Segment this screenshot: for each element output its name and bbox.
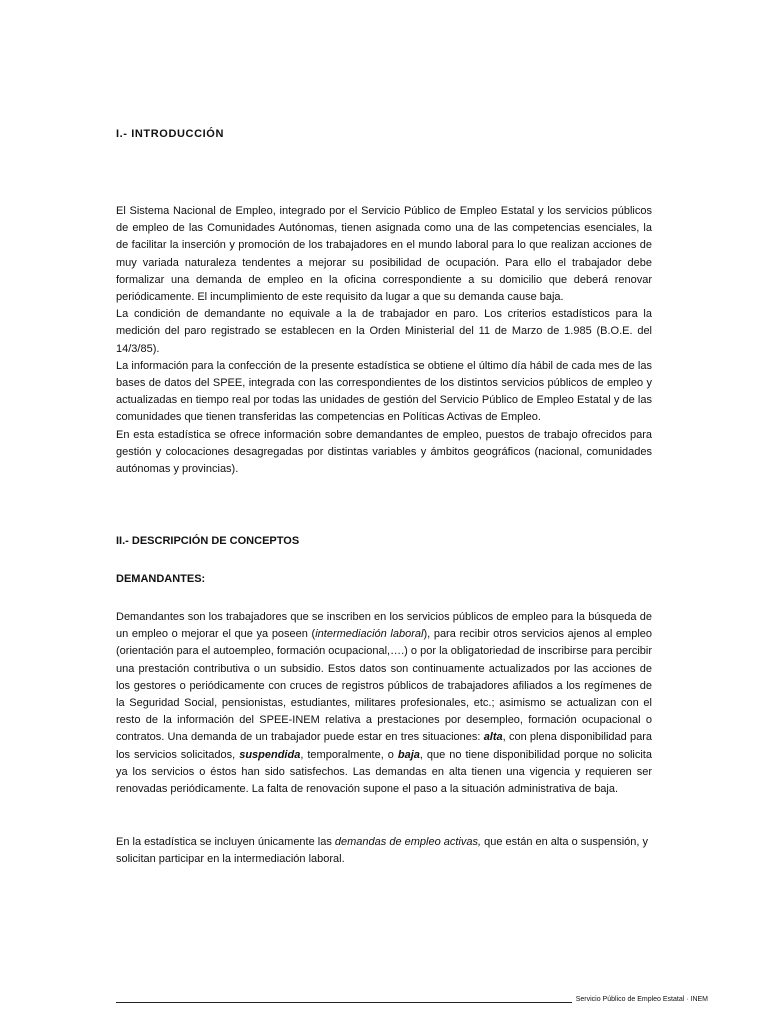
text-span: , temporalmente, o: [300, 748, 398, 761]
text-span: En la estadística se incluyen únicamente las: [116, 836, 335, 848]
emphasis-baja: baja: [397, 748, 420, 761]
footer-text: Servicio Público de Empleo Estatal · INEM: [575, 996, 708, 1003]
section-title-introduccion: I.- INTRODUCCIÓN: [116, 128, 224, 140]
text-span: Demandantes son los trabajadores que se inscriben en los servicios públicos de empleo para la búsqueda de un empleo o mejorar el que ya poseen (: [116, 611, 652, 641]
footer-rule: [116, 996, 572, 1003]
emphasis-intermediacion: intermediación laboral: [315, 628, 424, 641]
estadistica-paragraph: [116, 834, 652, 868]
emphasis-demandas-activas: demandas de empleo activas,: [334, 836, 482, 848]
section-title-conceptos: II.- DESCRIPCIÓN DE CONCEPTOS: [116, 535, 300, 547]
intro-paragraph-4: En esta estadística se ofrece información sobre demandantes de empleo, puestos de trabajo ofrecidos para gestión y colocaciones desagregadas por distintas variables y ámbitos geográficos (nacional, comunidades autónomas y provincias).: [116, 428, 652, 476]
intro-body: [116, 203, 652, 478]
text-span: ), para recibir otros servicios ajenos al empleo (orientación para el autoempleo, formación ocupacional,….) o por la obligatoriedad de inscribirse para percibir una prestación contributiva o un subsidio. Estos datos son continuamente actualizados por las acciones de los gestores o periódicamente con cruces de registros públicos de trabajadores afiliados a los regímenes de la Seguridad Social, pensionistas, estudiantes, militares profesionales, etc.; asimismo se actualizan con el resto de la información del SPEE-INEM relativa a prestaciones por desempleo, formación ocupacional o contratos. Una demanda de un trabajador puede estar en tres situaciones:: [116, 628, 653, 744]
text-span: , que no tiene disponibilidad porque no solicita ya los servicios o éstos han sido satisfechos. Las demandas en alta tienen una vigencia y requieren ser renovadas periódicamente. La falta de renovación supone el paso a la situación administrativa de baja.: [116, 748, 652, 796]
text-span: , con plena disponibilidad para los servicios solicitados,: [116, 731, 652, 761]
demandantes-paragraph: [116, 609, 652, 798]
emphasis-suspendida: suspendida: [239, 748, 301, 761]
intro-paragraph-2: La condición de demandante no equivale a la de trabajador en paro. Los criterios estadísticos para la medición del paro registrado se establecen en la Orden Ministerial del 11 de Marzo de 1.985 (B.O.E. del 14/3/85).: [116, 308, 652, 355]
intro-paragraph-3: La información para la confección de la presente estadística se obtiene el último día hábil de cada mes de las bases de datos del SPEE, integrada con las correspondientes de los distintos servicios públicos de empleo y actualizadas en tiempo real por todas las unidades de gestión del Servicio Público de Empleo Estatal y de las comunidades que tienen transferidas las competencias en Políticas Activas de Empleo.: [116, 359, 652, 424]
subsection-title-demandantes: DEMANDANTES:: [116, 573, 206, 585]
text-span: que están en alta o suspensión, y solicitan participar en la intermediación laboral.: [116, 836, 649, 866]
intro-paragraph-1: El Sistema Nacional de Empleo, integrado por el Servicio Público de Empleo Estatal y los servicios públicos de empleo de las Comunidades Autónomas, tienen asignada como una de las competencias esenciales, la de facilitar la inserción y promoción de los trabajadores en el mundo laboral para lo que realizan acciones de muy variada naturaleza tendentes a mejorar su posibilidad de ocupación. Para ello el trabajador debe formalizar una demanda de empleo en la oficina correspondiente a su domicilio que deberá renovar periódicamente. El incumplimiento de este requisito da lugar a que su demanda cause baja.: [116, 205, 652, 304]
page-footer: [116, 996, 708, 1003]
emphasis-alta: alta: [483, 731, 503, 744]
